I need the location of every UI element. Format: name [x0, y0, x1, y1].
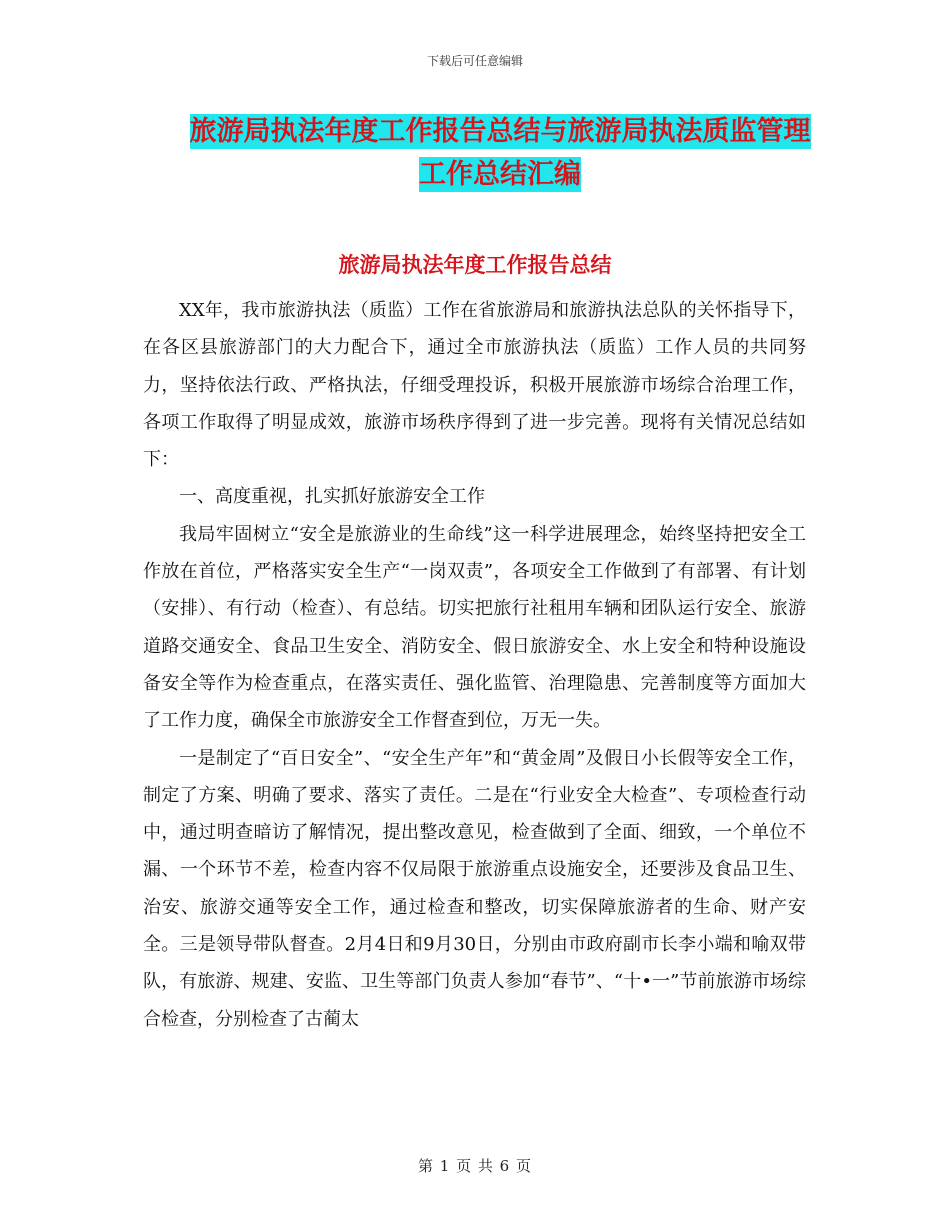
- document-title: [150, 110, 850, 196]
- paragraph-safety: 我局牢固树立“安全是旅游业的生命线”这一科学进展理念，始终坚持把安全工作放在首位，严格落实安全生产“一岗双责”，各项安全工作做到了有部署、有计划（安排）、有行动（检查）、有总结。切实把旅行社租用车辆和团队运行安全、旅游道路交通安全、食品卫生安全、消防安全、假日旅游安全、水上安全和特种设施设备安全等作为检查重点，在落实责任、强化监管、治理隐患、完善制度等方面加大了工作力度，确保全市旅游安全工作督查到位，万无一失。: [143, 523, 806, 732]
- title-line-1: [150, 110, 850, 153]
- title-line-2: [150, 153, 850, 196]
- title-line-1-text: 旅游局执法年度工作报告总结与旅游局执法质监管理: [189, 116, 811, 147]
- paragraph-heading-1: 一、高度重视，扎实抓好旅游安全工作: [179, 486, 485, 508]
- page-footer: 第 1 页 共 6 页: [418, 1157, 532, 1175]
- title-line-2-text: 工作总结汇编: [419, 159, 581, 190]
- paragraph-intro: XX年，我市旅游执法（质监）工作在省旅游局和旅游执法总队的关怀指导下，在各区县旅游部门的大力配合下，通过全市旅游执法（质监）工作人员的共同努力，坚持依法行政、严格执法，仔细受理投诉，积极开展旅游市场综合治理工作，各项工作取得了明显成效，旅游市场秩序得到了进一步完善。现将有关情况总结如下：: [143, 300, 806, 471]
- body-text: [143, 292, 806, 1038]
- header-note: 下载后可任意编辑: [426, 54, 523, 68]
- paragraph-measures: 一是制定了“百日安全”、“安全生产年”和“黄金周”及假日小长假等安全工作，制定了方案、明确了要求、落实了责任。二是在“行业安全大检查”、专项检查行动中，通过明查暗访了解情况，提出整改意见，检查做到了全面、细致，一个单位不漏、一个环节不差，检查内容不仅局限于旅游重点设施安全，还要涉及食品卫生、治安、旅游交通等安全工作，通过检查和整改，切实保障旅游者的生命、财产安全。三是领导带队督查。2月4日和9月30日，分别由市政府副市长李小端和喻双带队，有旅游、规建、安监、卫生等部门负责人参加“春节”、“十•一”节前旅游市场综合检查，分别检查了古蔺太: [143, 747, 806, 1030]
- section-title: 旅游局执法年度工作报告总结: [338, 253, 612, 277]
